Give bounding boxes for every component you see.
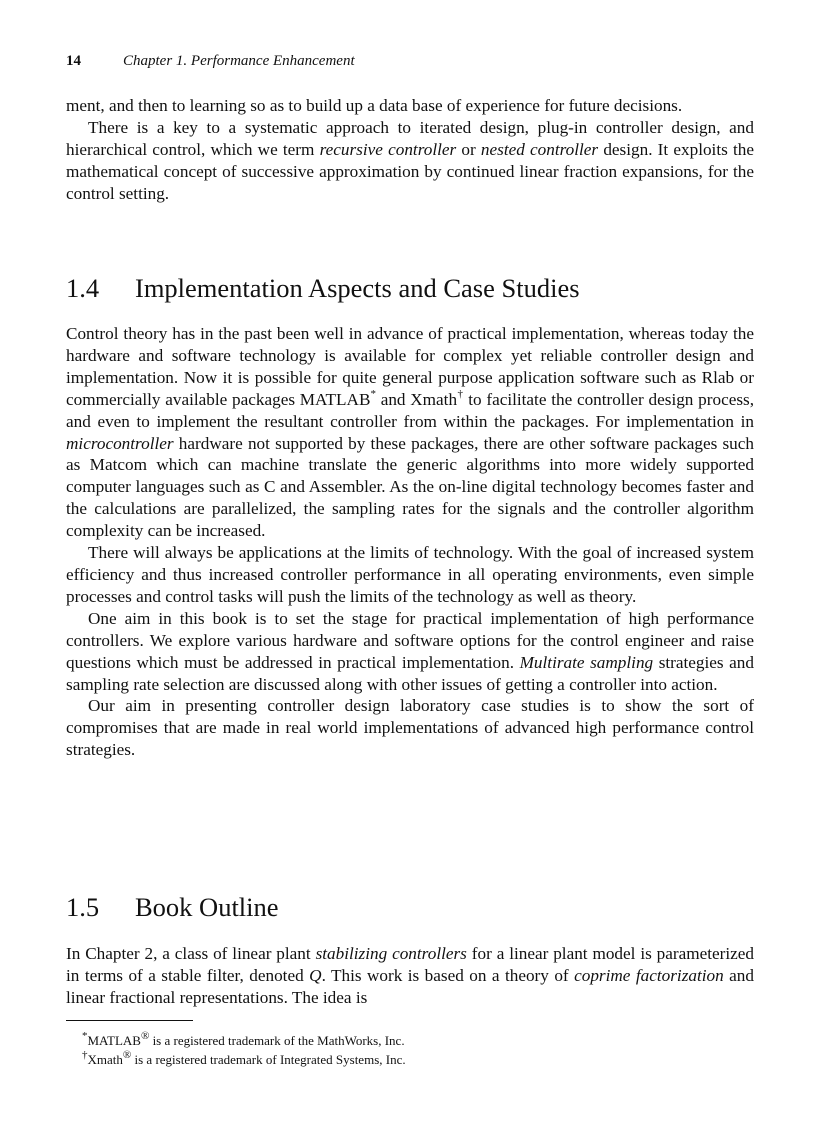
paragraph: There is a key to a systematic approach to iterated design, plug-in controller design, and hierarchical control, which we term recursive controller or nested controller design. It exploits the mathematical concept of successive approximation by continued linear fraction expansions, for the control setting.	[66, 117, 754, 203]
footnote: *MATLAB® is a registered trademark of the MathWorks, Inc.	[82, 1029, 405, 1048]
paragraph: There will always be applications at the limits of technology. With the goal of increased system efficiency and thus increased controller performance in all operating environments, even simple processes and control tasks will push the limits of the technology as well as theory.	[66, 543, 754, 606]
section-heading	[66, 891, 754, 923]
section-1-5-text	[66, 943, 754, 1009]
emphasis: microcontroller	[66, 433, 174, 453]
running-head	[66, 51, 355, 71]
footnote-ref: †	[457, 387, 464, 400]
paragraph: One aim in this book is to set the stage for practical implementation of high performance controllers. We explore various hardware and software options for the control engineer and raise questions which must be addressed in practical implementation. Multirate sampling strategies and sampling rate selection are discussed along with other issues of getting a controller into action.	[66, 608, 754, 694]
section-title: Implementation Aspects and Case Studies	[135, 273, 580, 303]
registered-mark: ®	[122, 1048, 132, 1061]
emphasis: Multirate sampling	[519, 652, 654, 672]
section-1-4-text	[66, 323, 754, 761]
section-title: Book Outline	[135, 892, 279, 922]
registered-mark: ®	[140, 1029, 150, 1042]
paragraph: ment, and then to learning so as to build up a data base of experience for future decisions.	[66, 96, 683, 115]
footnote-mark: †	[82, 1048, 88, 1061]
footnotes	[82, 1031, 754, 1069]
paragraph: Control theory has in the past been well in advance of practical implementation, whereas today the hardware and software technology is available for complex yet reliable controller design and implementation. Now it is possible for quite general purpose application software such as Rlab or commercially available packages MATLAB* and Xmath† to facilitate the controller design process, and even to implement the resultant controller from within the packages. For implementation in microcontroller hardware not supported by these packages, there are other software packages such as Matcom which can machine translate the generic algorithms into more widely supported computer languages such as C and Assembler. As the on-line digital technology becomes faster and the calculations are parallelized, the sampling rates for the signals and the controller algorithm complexity can be increased.	[66, 324, 754, 541]
section-number: 1.4	[66, 273, 100, 303]
paragraph: Our aim in presenting controller design laboratory case studies is to show the sort of compromises that are made in real world implementations of advanced high performance control strategies.	[66, 696, 754, 760]
emphasis: coprime factorization	[574, 965, 724, 985]
footnote-mark: *	[82, 1029, 88, 1042]
footnote-rule	[66, 1020, 193, 1021]
page-number: 14	[66, 53, 81, 69]
paragraph: In Chapter 2, a class of linear plant stabilizing controllers for a linear plant model is parameterized in terms of a stable filter, denoted Q. This work is based on a theory of coprime factorization and linear fractional representations. The idea is	[66, 944, 754, 1007]
section-number: 1.5	[66, 892, 100, 922]
footnote: †Xmath® is a registered trademark of Integrated Systems, Inc.	[82, 1048, 406, 1067]
chapter-title: Chapter 1. Performance Enhancement	[123, 53, 355, 69]
intro-text	[66, 95, 754, 205]
footnote-ref: *	[370, 387, 376, 400]
emphasis: stabilizing controllers	[315, 944, 467, 963]
section-heading	[66, 272, 754, 304]
emphasis: recursive controller	[319, 139, 457, 159]
emphasis: nested controller	[480, 139, 599, 159]
emphasis: Q	[309, 965, 322, 985]
